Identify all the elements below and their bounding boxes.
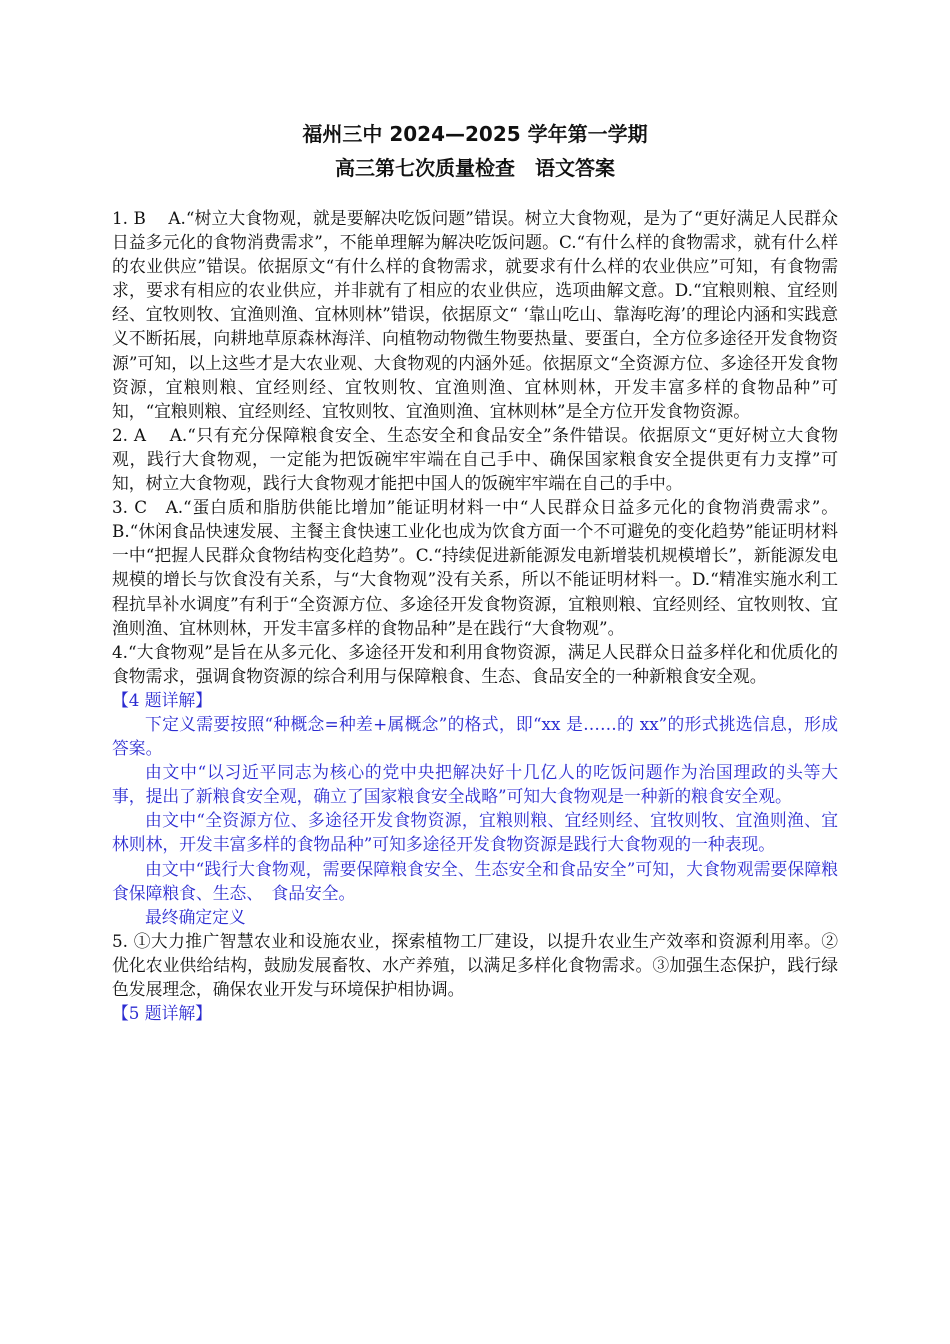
q4-detail-heading: 【4 题详解】 [112,689,212,710]
answer-content [112,206,838,1025]
q4-detail-paragraph: 由文中“践行大食物观，需要保障粮食安全、生态安全和食品安全”可知，大食物观需要保障粮食保障粮食、生态、 食品安全。 [112,858,838,903]
answer-q2: 2. A A.“只有充分保障粮食安全、生态安全和食品安全”条件错误。依据原文“更好树立大食物观，践行大食物观，一定能为把饭碗牢牢端在自己手中、确保国家粮食安全提供更有力支撑”可知，树立大食物观，践行大食物观才能把中国人的饭碗牢牢端在自己的手中。 [112,424,838,494]
answer-q3: 3. C A.“蛋白质和脂肪供能比增加”能证明材料一中“人民群众日益多元化的食物消费需求”。B.“休闲食品快速发展、主餐主食快速工业化也成为饮食方面一个不可避免的变化趋势”能证明材料一中“把握人民群众食物结构变化趋势”。C.“持续促进新能源发电新增装机规模增长”，新能源发电规模的增长与饮食没有关系，与“大食物观”没有关系，所以不能证明材料一。D.“精准实施水利工程抗旱补水调度”有利于“全资源方位、多途径开发食物资源，宜粮则粮、宜经则经、宜牧则牧、宜渔则渔、宜林则林，开发丰富多样的食物品种”是在践行“大食物观”。 [112,497,838,638]
q4-detail-paragraph: 由文中“以习近平同志为核心的党中央把解决好十几亿人的吃饭问题作为治国理政的头等大事，提出了新粮食安全观，确立了国家粮食安全战略”可知大食物观是一种新的粮食安全观。 [112,762,838,807]
q4-detail-paragraph: 下定义需要按照“种概念=种差+属概念”的格式，即“xx 是……的 xx”的形式挑选信息，形成答案。 [112,713,838,759]
answer-q5: 5. ①大力推广智慧农业和设施农业，探索植物工厂建设，以提升农业生产效率和资源利用率。②优化农业供给结构，鼓励发展畜牧、水产养殖，以满足多样化食物需求。③加强生态保护，践行绿色发展理念，确保农业开发与环境保护相协调。 [112,930,838,999]
answer-q4: 4.“大食物观”是旨在从多元化、多途径开发和利用食物资源，满足人民群众日益多样化和优质化的食物需求，强调食物资源的综合利用与保障粮食、生态、食品安全的一种新粮食安全观。 [112,641,838,686]
answer-q1: 1. B A.“树立大食物观，就是要解决吃饭问题”错误。树立大食物观，是为了“更好满足人民群众日益多元化的食物消费需求”，不能单理解为解决吃饭问题。C.“有什么样的食物需求，就有什么样的农业供应”错误。依据原文“有什么样的食物需求，就要求有什么样的农业供应”可知，有食物需求，要求有相应的农业供应，并非就有了相应的农业供应，选项曲解文意。D.“宜粮则粮、宜经则经、宜牧则牧、宜渔则渔、宜林则林”错误，依据原文“ ‘靠山吃山、靠海吃海’的理论内涵和实践意义不断拓展，向耕地草原森林海洋、向植物动物微生物要热量、要蛋白，全方位多途径开发食物资源”可知，以上这些才是大农业观、大食物观的内涵外延。依据原文“全资源方位、多途径开发食物资源，宜粮则粮、宜经则经、宜牧则牧、宜渔则渔、宜林则林，开发丰富多样的食物品种”可知，“宜粮则粮、宜经则经、宜牧则牧、宜渔则渔、宜林则林”是全方位开发食物资源。 [112,208,838,421]
document-title-line1: 福州三中 2024—2025 学年第一学期 [302,122,648,146]
document-title-line2: 高三第七次质量检查 语文答案 [335,156,615,180]
q4-detail-conclusion: 最终确定定义 [145,906,246,927]
q5-detail-heading: 【5 题详解】 [112,1003,212,1024]
q4-detail-paragraph: 由文中“全资源方位、多途径开发食物资源，宜粮则粮、宜经则经、宜牧则牧、宜渔则渔、宜林则林，开发丰富多样的食物品种”可知多途径开发食物资源是践行大食物观的一种表现。 [112,810,838,855]
